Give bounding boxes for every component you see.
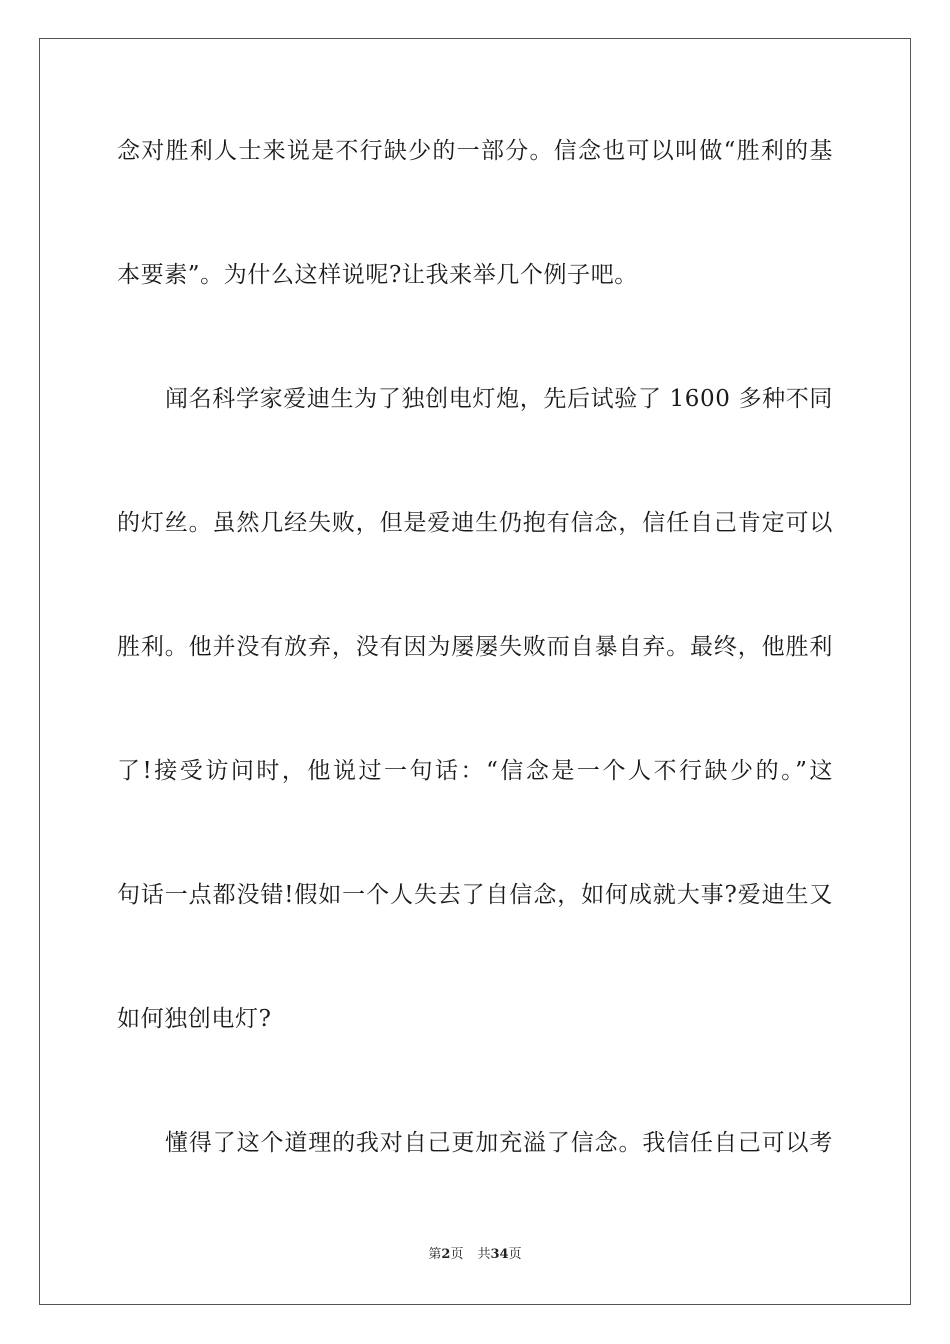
text-line-5: 胜利。他并没有放弃，没有因为屡屡失败而自暴自弃。最终，他胜利	[117, 634, 833, 660]
total-prefix: 共	[477, 1247, 491, 1262]
text-line-2: 本要素”。为什么这样说呢?让我来举几个例子吧。	[117, 262, 638, 288]
text-line-6: 了!接受访问时，他说过一句话：“信念是一个人不行缺少的。”这	[117, 758, 833, 784]
text-line-4: 的灯丝。虽然几经失败，但是爱迪生仍抱有信念，信任自己肯定可以	[117, 510, 833, 536]
page-footer	[0, 1246, 950, 1264]
page-border	[39, 38, 911, 1305]
text-line-8: 如何独创电灯?	[117, 1006, 272, 1032]
text-line-3: 闻名科学家爱迪生为了独创电灯炮，先后试验了 1600 多种不同	[165, 386, 833, 412]
text-line-1: 念对胜利人士来说是不行缺少的一部分。信念也可以叫做“胜利的基	[117, 138, 833, 164]
total-pages: 34	[490, 1247, 509, 1262]
page-prefix: 第	[428, 1247, 442, 1262]
total-suffix: 页	[508, 1247, 522, 1262]
text-line-9: 懂得了这个道理的我对自己更加充溢了信念。我信任自己可以考	[165, 1130, 833, 1156]
text-line-7: 句话一点都没错!假如一个人失去了自信念，如何成就大事?爱迪生又	[117, 882, 833, 908]
page-number: 2	[441, 1247, 451, 1262]
page-suffix: 页	[450, 1247, 464, 1262]
